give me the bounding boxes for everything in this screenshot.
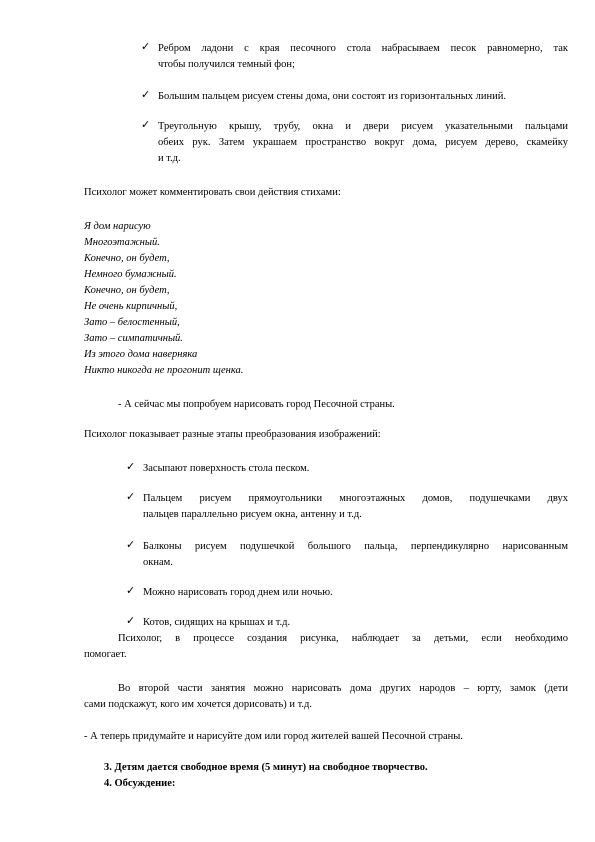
list1-item2-line1: Большим пальцем рисуем стены дома, они состоят из горизонтальных линий.: [158, 91, 506, 102]
section-heading-3: 3. Детям дается свободное время (5 минут) на свободное творчество.: [104, 762, 428, 773]
checkmark-icon: ✓: [126, 538, 136, 551]
list2-item3-line1: Балконы рисуем подушечкой большого пальца, перпендикулярно нарисованным: [143, 541, 568, 552]
second-part-line2: сами подскажут, кого им хочется дорисовать) и т.д.: [84, 699, 313, 710]
verse-intro: Психолог может комментировать свои действия стихами:: [84, 187, 341, 198]
poem-line: Я дом нарисую: [84, 221, 151, 232]
psych-para-line1: Психолог, в процессе создания рисунка, наблюдает за детьми, если необходимо: [118, 633, 568, 644]
list1-item3-line3: и т.д.: [158, 153, 181, 164]
city-instruction: - А сейчас мы попробуем нарисовать город Песочной страны.: [118, 399, 395, 410]
list2-item5-line1: Котов, сидящих на крышах и т.д.: [143, 617, 291, 628]
poem-line: Зато – белостенный,: [84, 317, 180, 328]
psych-para-line2: помогает.: [84, 649, 127, 660]
poem-line: Конечно, он будет,: [84, 253, 170, 264]
list2-item3-line2: окнам.: [143, 557, 173, 568]
poem-line: Никто никогда не прогонит щенка.: [84, 365, 244, 376]
poem-line: Зато – симпатичный.: [84, 333, 183, 344]
checkmark-icon: ✓: [126, 614, 136, 627]
poem-line: Немного бумажный.: [84, 269, 177, 280]
second-part-line1: Во второй части занятия можно нарисовать дома других народов – юрту, замок (дети: [118, 683, 568, 694]
poem-line: Многоэтажный.: [84, 237, 160, 248]
list2-item1-line1: Засыпают поверхность стола песком.: [143, 463, 310, 474]
checkmark-icon: ✓: [141, 40, 151, 53]
list1-item3-line2: обеих рук. Затем украшаем пространство вокруг дома, рисуем дерево, скамейку: [158, 137, 568, 148]
checkmark-icon: ✓: [126, 584, 136, 597]
list2-item2-line2: пальцев параллельно рисуем окна, антенну и т.д.: [143, 509, 362, 520]
poem-line: Конечно, он будет,: [84, 285, 170, 296]
list2-item2-line1: Пальцем рисуем прямоугольники многоэтажных домов, подушечками двух: [143, 493, 568, 504]
list2-item4-line1: Можно нарисовать город днем или ночью.: [143, 587, 333, 598]
invent-instruction: - А теперь придумайте и нарисуйте дом или город жителей вашей Песочной страны.: [84, 731, 463, 742]
stages-intro: Психолог показывает разные этапы преобразования изображений:: [84, 429, 381, 440]
list1-item3-line1: Треугольную крышу, трубу, окна и двери рисуем указательными пальцами: [158, 121, 568, 132]
list1-item1-line1: Ребром ладони с края песочного стола набрасываем песок равномерно, так: [158, 43, 568, 54]
poem-line: Из этого дома наверняка: [84, 349, 198, 360]
checkmark-icon: ✓: [141, 118, 151, 131]
checkmark-icon: ✓: [141, 88, 151, 101]
poem-line: Не очень кирпичный,: [84, 301, 178, 312]
list1-item1-line2: чтобы получился темный фон;: [158, 59, 295, 70]
checkmark-icon: ✓: [126, 460, 136, 473]
checkmark-icon: ✓: [126, 490, 136, 503]
section-heading-4: 4. Обсуждение:: [104, 778, 176, 789]
